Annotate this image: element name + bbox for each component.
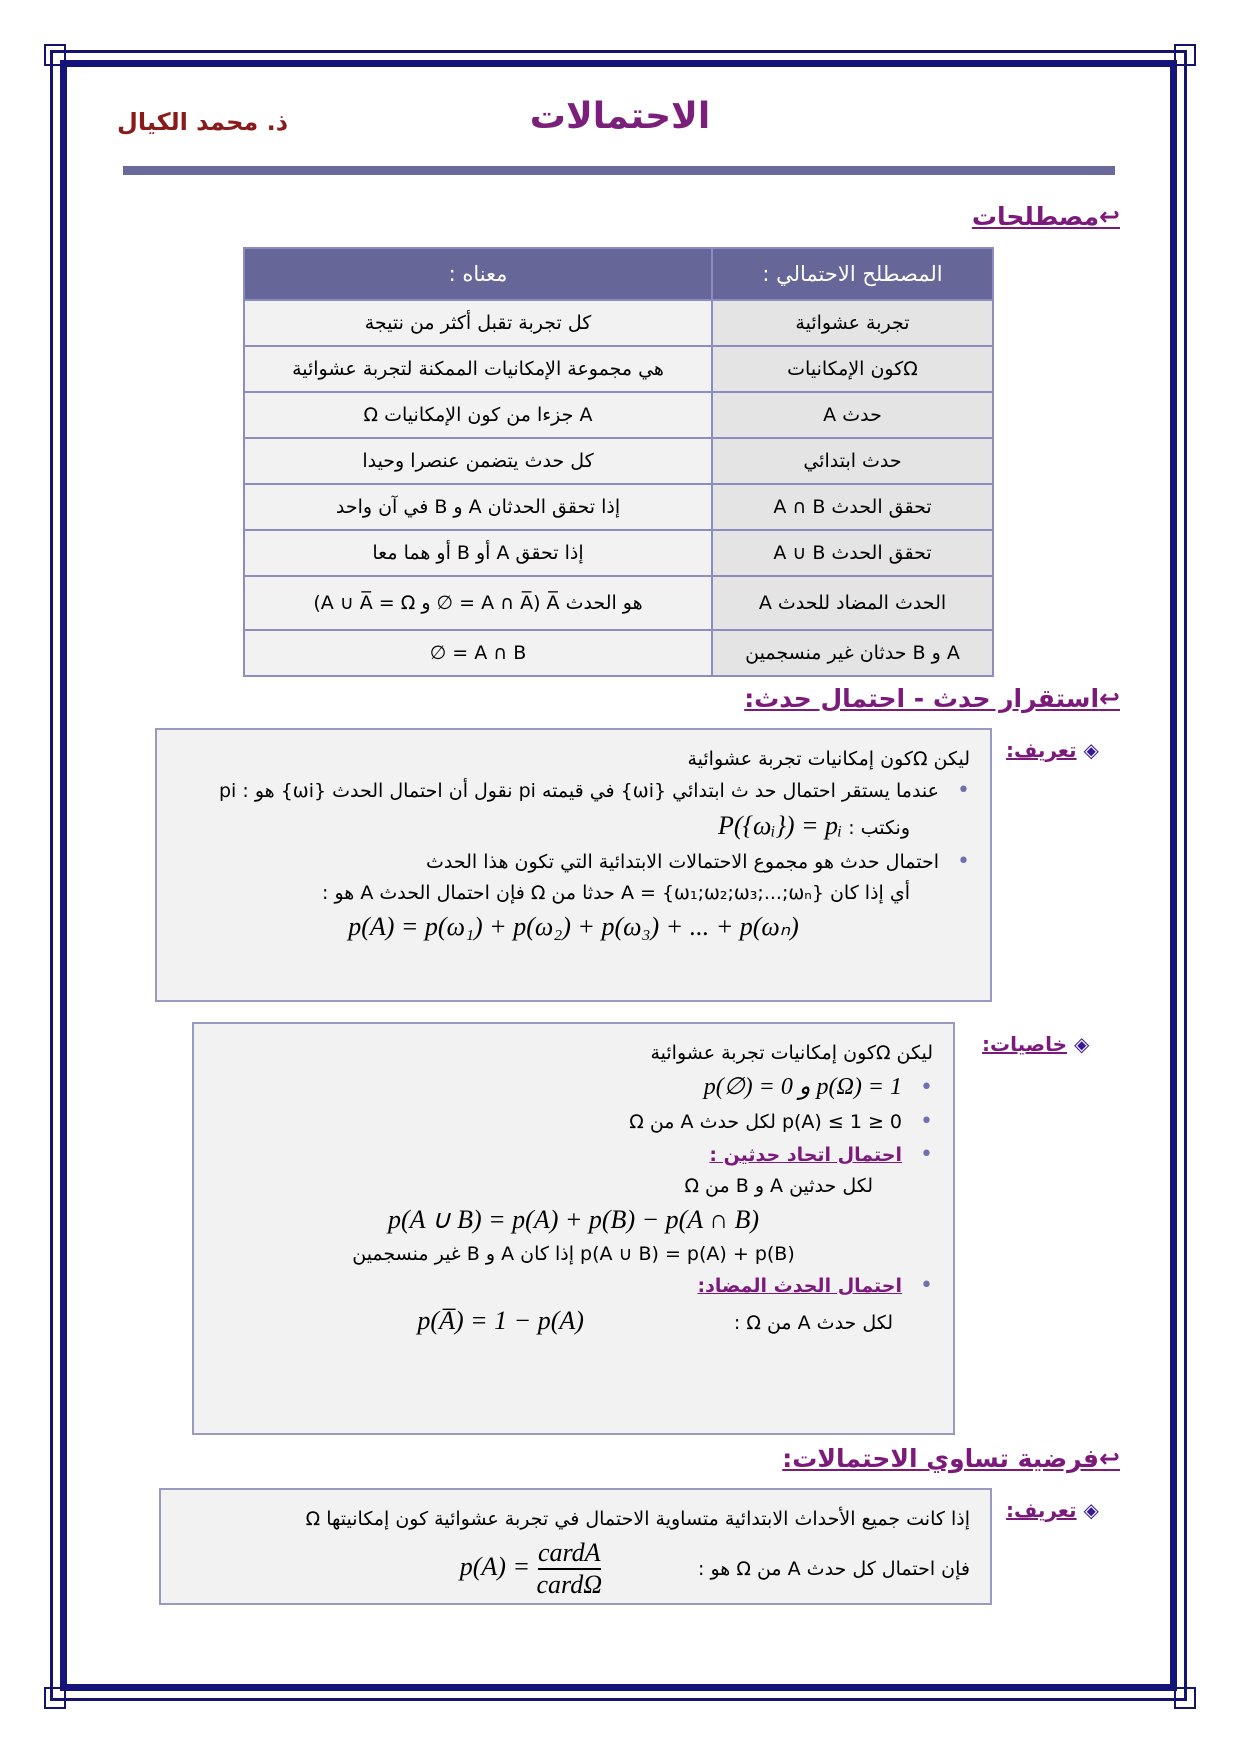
- text-line: أي إذا كان A = {ω₁;ω₂;ω₃;...;ωₙ} حدثا من Ω فإن احتمال الحدث A هو :: [322, 882, 910, 904]
- text-line: ليكن Ωكون إمكانيات تجربة عشوائية: [650, 1042, 933, 1064]
- term: حدث A: [712, 392, 993, 438]
- meaning: A جزءا من كون الإمكانيات Ω: [244, 392, 712, 438]
- text-line: ونكتب : P({ωᵢ}) = pᵢ: [718, 811, 910, 840]
- definition-box: [155, 728, 992, 1002]
- term: A و B حدثان غير منسجمين: [712, 630, 993, 676]
- text-line: لكل حدثين A و B من Ω: [684, 1175, 873, 1197]
- section-heading-terms: ↩مصطلحات: [971, 202, 1120, 231]
- text-line: ليكن Ωكون إمكانيات تجربة عشوائية: [687, 748, 970, 770]
- table-row: [244, 346, 993, 392]
- corner-ornament: [44, 44, 66, 66]
- table-row: [244, 484, 993, 530]
- definition-label: ◈ تعريف:: [1006, 1498, 1099, 1522]
- section-heading-equiprobability: ↩فرضية تساوي الاحتمالات:: [782, 1444, 1120, 1473]
- meaning: كل حدث يتضمن عنصرا وحيدا: [244, 438, 712, 484]
- meaning: إذا تحقق الحدثان A و B في آن واحد: [244, 484, 712, 530]
- term: تجربة عشوائية: [712, 300, 993, 346]
- meaning: هو الحدث A̅ (A ∩ A̅ = ∅ و A ∪ A̅ = Ω): [244, 576, 712, 630]
- meaning: هي مجموعة الإمكانيات الممكنة لتجربة عشوائية: [244, 346, 712, 392]
- bullet-item: • p(∅) = 0 و p(Ω) = 1: [214, 1072, 933, 1101]
- formula: p(A) = p(ω₁) + p(ω₂) + p(ω₃) + ... + p(ωₙ): [348, 912, 799, 941]
- author: ذ. محمد الكيال: [117, 108, 289, 136]
- title-divider: [123, 166, 1115, 175]
- term: الحدث المضاد للحدث A: [712, 576, 993, 630]
- section-heading-probability: ↩استقرار حدث - احتمال حدث:: [744, 684, 1120, 713]
- table-row: [244, 438, 993, 484]
- table-row: [244, 300, 993, 346]
- terms-table: [243, 247, 994, 677]
- corner-ornament: [1174, 44, 1196, 66]
- text-line: إذا كانت جميع الأحداث الابتدائية متساوية الاحتمال في تجربة عشوائية كون إمكانيتها Ω: [305, 1508, 970, 1530]
- bullet-item: • احتمال اتحاد حدثين :: [214, 1142, 933, 1167]
- diamond-icon: ◈: [1074, 1032, 1090, 1056]
- return-arrow-icon: ↩: [1099, 684, 1120, 713]
- table-row: [244, 630, 993, 676]
- properties-box: [192, 1022, 955, 1435]
- table-row: [244, 392, 993, 438]
- formula: p(A ∪ B) = p(A) + p(B) − p(A ∩ B): [387, 1205, 760, 1234]
- term: تحقق الحدث A ∩ B: [712, 484, 993, 530]
- text-line: فإن احتمال كل حدث A من Ω هو : p(A) = $\frac{\text{cardA}}{\text{cardΩ}}$: [459, 1538, 970, 1599]
- diamond-icon: ◈: [1083, 738, 1099, 762]
- term: تحقق الحدث A ∪ B: [712, 530, 993, 576]
- return-arrow-icon: ↩: [1099, 1444, 1120, 1473]
- equiprobability-box: [159, 1488, 992, 1605]
- meaning: كل تجربة تقبل أكثر من نتيجة: [244, 300, 712, 346]
- meaning: إذا تحقق A أو B أو هما معا: [244, 530, 712, 576]
- bullet-item: • عندما يستقر احتمال حد ث ابتدائي {ωi} في قيمته pi نقول أن احتمال الحدث {ωi} هو : pi: [177, 778, 970, 803]
- term: Ωكون الإمكانيات: [712, 346, 993, 392]
- table-row: [244, 530, 993, 576]
- table-row: [244, 576, 993, 630]
- bullet-item: • احتمال حدث هو مجموع الاحتمالات الابتدائية التي تكون هذا الحدث: [177, 849, 970, 874]
- term: حدث ابتدائي: [712, 438, 993, 484]
- return-arrow-icon: ↩: [1099, 202, 1120, 231]
- bullet-item: • احتمال الحدث المضاد:: [214, 1273, 933, 1298]
- table-header: معناه :: [244, 248, 712, 300]
- page-title: الاحتمالات: [529, 96, 711, 137]
- properties-label: ◈ خاصيات:: [982, 1032, 1090, 1056]
- text-line: لكل حدث A من Ω :p(A̅) = 1 − p(A): [417, 1306, 893, 1335]
- corner-ornament: [1174, 1687, 1196, 1709]
- diamond-icon: ◈: [1083, 1498, 1099, 1522]
- bullet-item: • 0 ≤ p(A) ≤ 1 لكل حدث A من Ω: [214, 1109, 933, 1134]
- formula: p(A ∪ B) = p(A) + p(B) إذا كان A و B غير منسجمين: [352, 1243, 795, 1265]
- corner-ornament: [44, 1687, 66, 1709]
- definition-label: ◈ تعريف:: [1006, 738, 1099, 762]
- formula: p(A) = $\frac{\text{cardA}}{\text{cardΩ}}$: [459, 1538, 602, 1599]
- table-header: المصطلح الاحتمالي :: [712, 248, 993, 300]
- meaning: A ∩ B = ∅: [244, 630, 712, 676]
